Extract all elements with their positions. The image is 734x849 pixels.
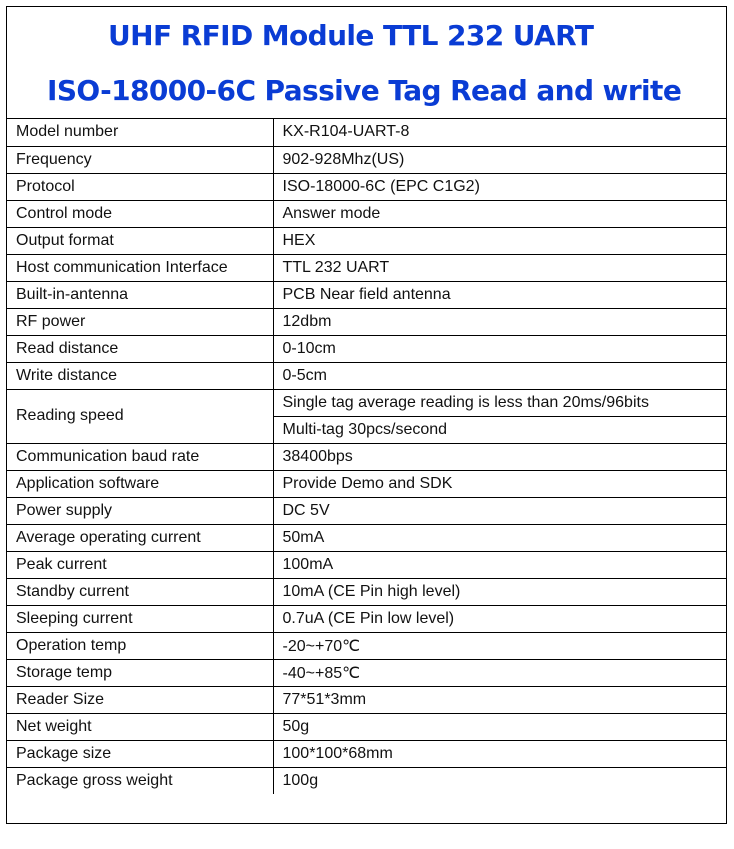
table-row [7, 767, 726, 794]
spec-label: Storage temp [7, 659, 273, 686]
table-row [7, 740, 726, 767]
spec-value: 100*100*68mm [273, 740, 726, 767]
table-row [7, 659, 726, 686]
title-line-2: ISO-18000-6C Passive Tag Read and write [47, 74, 682, 107]
table-row [7, 713, 726, 740]
spec-value: DC 5V [273, 497, 726, 524]
spec-value: 10mA (CE Pin high level) [273, 578, 726, 605]
table-row [7, 173, 726, 200]
table-row [7, 362, 726, 389]
spec-label: Read distance [7, 335, 273, 362]
table-row [7, 227, 726, 254]
table-row [7, 605, 726, 632]
spec-value: Provide Demo and SDK [273, 470, 726, 497]
table-row [7, 281, 726, 308]
table-row [7, 632, 726, 659]
spec-label: Output format [7, 227, 273, 254]
spec-value: 50mA [273, 524, 726, 551]
spec-label: Host communication Interface [7, 254, 273, 281]
spec-label: Package gross weight [7, 767, 273, 794]
spec-label: Built-in-antenna [7, 281, 273, 308]
spec-value: TTL 232 UART [273, 254, 726, 281]
spec-value: ISO-18000-6C (EPC C1G2) [273, 173, 726, 200]
table-row [7, 578, 726, 605]
table-row [7, 389, 726, 416]
spec-value: 902-928Mhz(US) [273, 146, 726, 173]
spec-label: Net weight [7, 713, 273, 740]
spec-label: RF power [7, 308, 273, 335]
spec-label: Power supply [7, 497, 273, 524]
spec-sheet [6, 6, 727, 824]
spec-value: 50g [273, 713, 726, 740]
title-block [7, 7, 726, 119]
table-row [7, 119, 726, 146]
spec-value: 0.7uA (CE Pin low level) [273, 605, 726, 632]
table-row [7, 335, 726, 362]
spec-value: 100g [273, 767, 726, 794]
table-row [7, 200, 726, 227]
spec-value: 77*51*3mm [273, 686, 726, 713]
spec-value: 0-5cm [273, 362, 726, 389]
spec-value: Multi-tag 30pcs/second [273, 416, 726, 443]
table-row [7, 254, 726, 281]
spec-value: 12dbm [273, 308, 726, 335]
spec-label: Reader Size [7, 686, 273, 713]
spec-label: Frequency [7, 146, 273, 173]
spec-value: Single tag average reading is less than 20ms/96bits [273, 389, 726, 416]
spec-value: 38400bps [273, 443, 726, 470]
spec-label: Write distance [7, 362, 273, 389]
spec-value: -20~+70℃ [273, 632, 726, 659]
spec-label: Operation temp [7, 632, 273, 659]
spec-table [7, 119, 726, 794]
table-row [7, 470, 726, 497]
table-row [7, 308, 726, 335]
spec-label: Application software [7, 470, 273, 497]
spec-label: Sleeping current [7, 605, 273, 632]
spec-label: Control mode [7, 200, 273, 227]
table-row [7, 146, 726, 173]
spec-value: KX-R104-UART-8 [282, 123, 410, 141]
spec-label: Average operating current [7, 524, 273, 551]
table-row [7, 443, 726, 470]
spec-value: Answer mode [273, 200, 726, 227]
spec-label: Reading speed [7, 389, 273, 443]
spec-value: HEX [273, 227, 726, 254]
spec-label: Package size [7, 740, 273, 767]
spec-label: Standby current [7, 578, 273, 605]
spec-value: 100mA [273, 551, 726, 578]
spec-label: Communication baud rate [7, 443, 273, 470]
table-row [7, 524, 726, 551]
title-line-1: UHF RFID Module TTL 232 UART [108, 19, 594, 52]
spec-label: Protocol [7, 173, 273, 200]
spec-value: -40~+85℃ [273, 659, 726, 686]
table-row [7, 497, 726, 524]
spec-label: Model number [7, 119, 273, 146]
spec-label: Peak current [7, 551, 273, 578]
spec-value: PCB Near field antenna [273, 281, 726, 308]
spec-value: 0-10cm [273, 335, 726, 362]
table-row [7, 551, 726, 578]
table-row [7, 686, 726, 713]
